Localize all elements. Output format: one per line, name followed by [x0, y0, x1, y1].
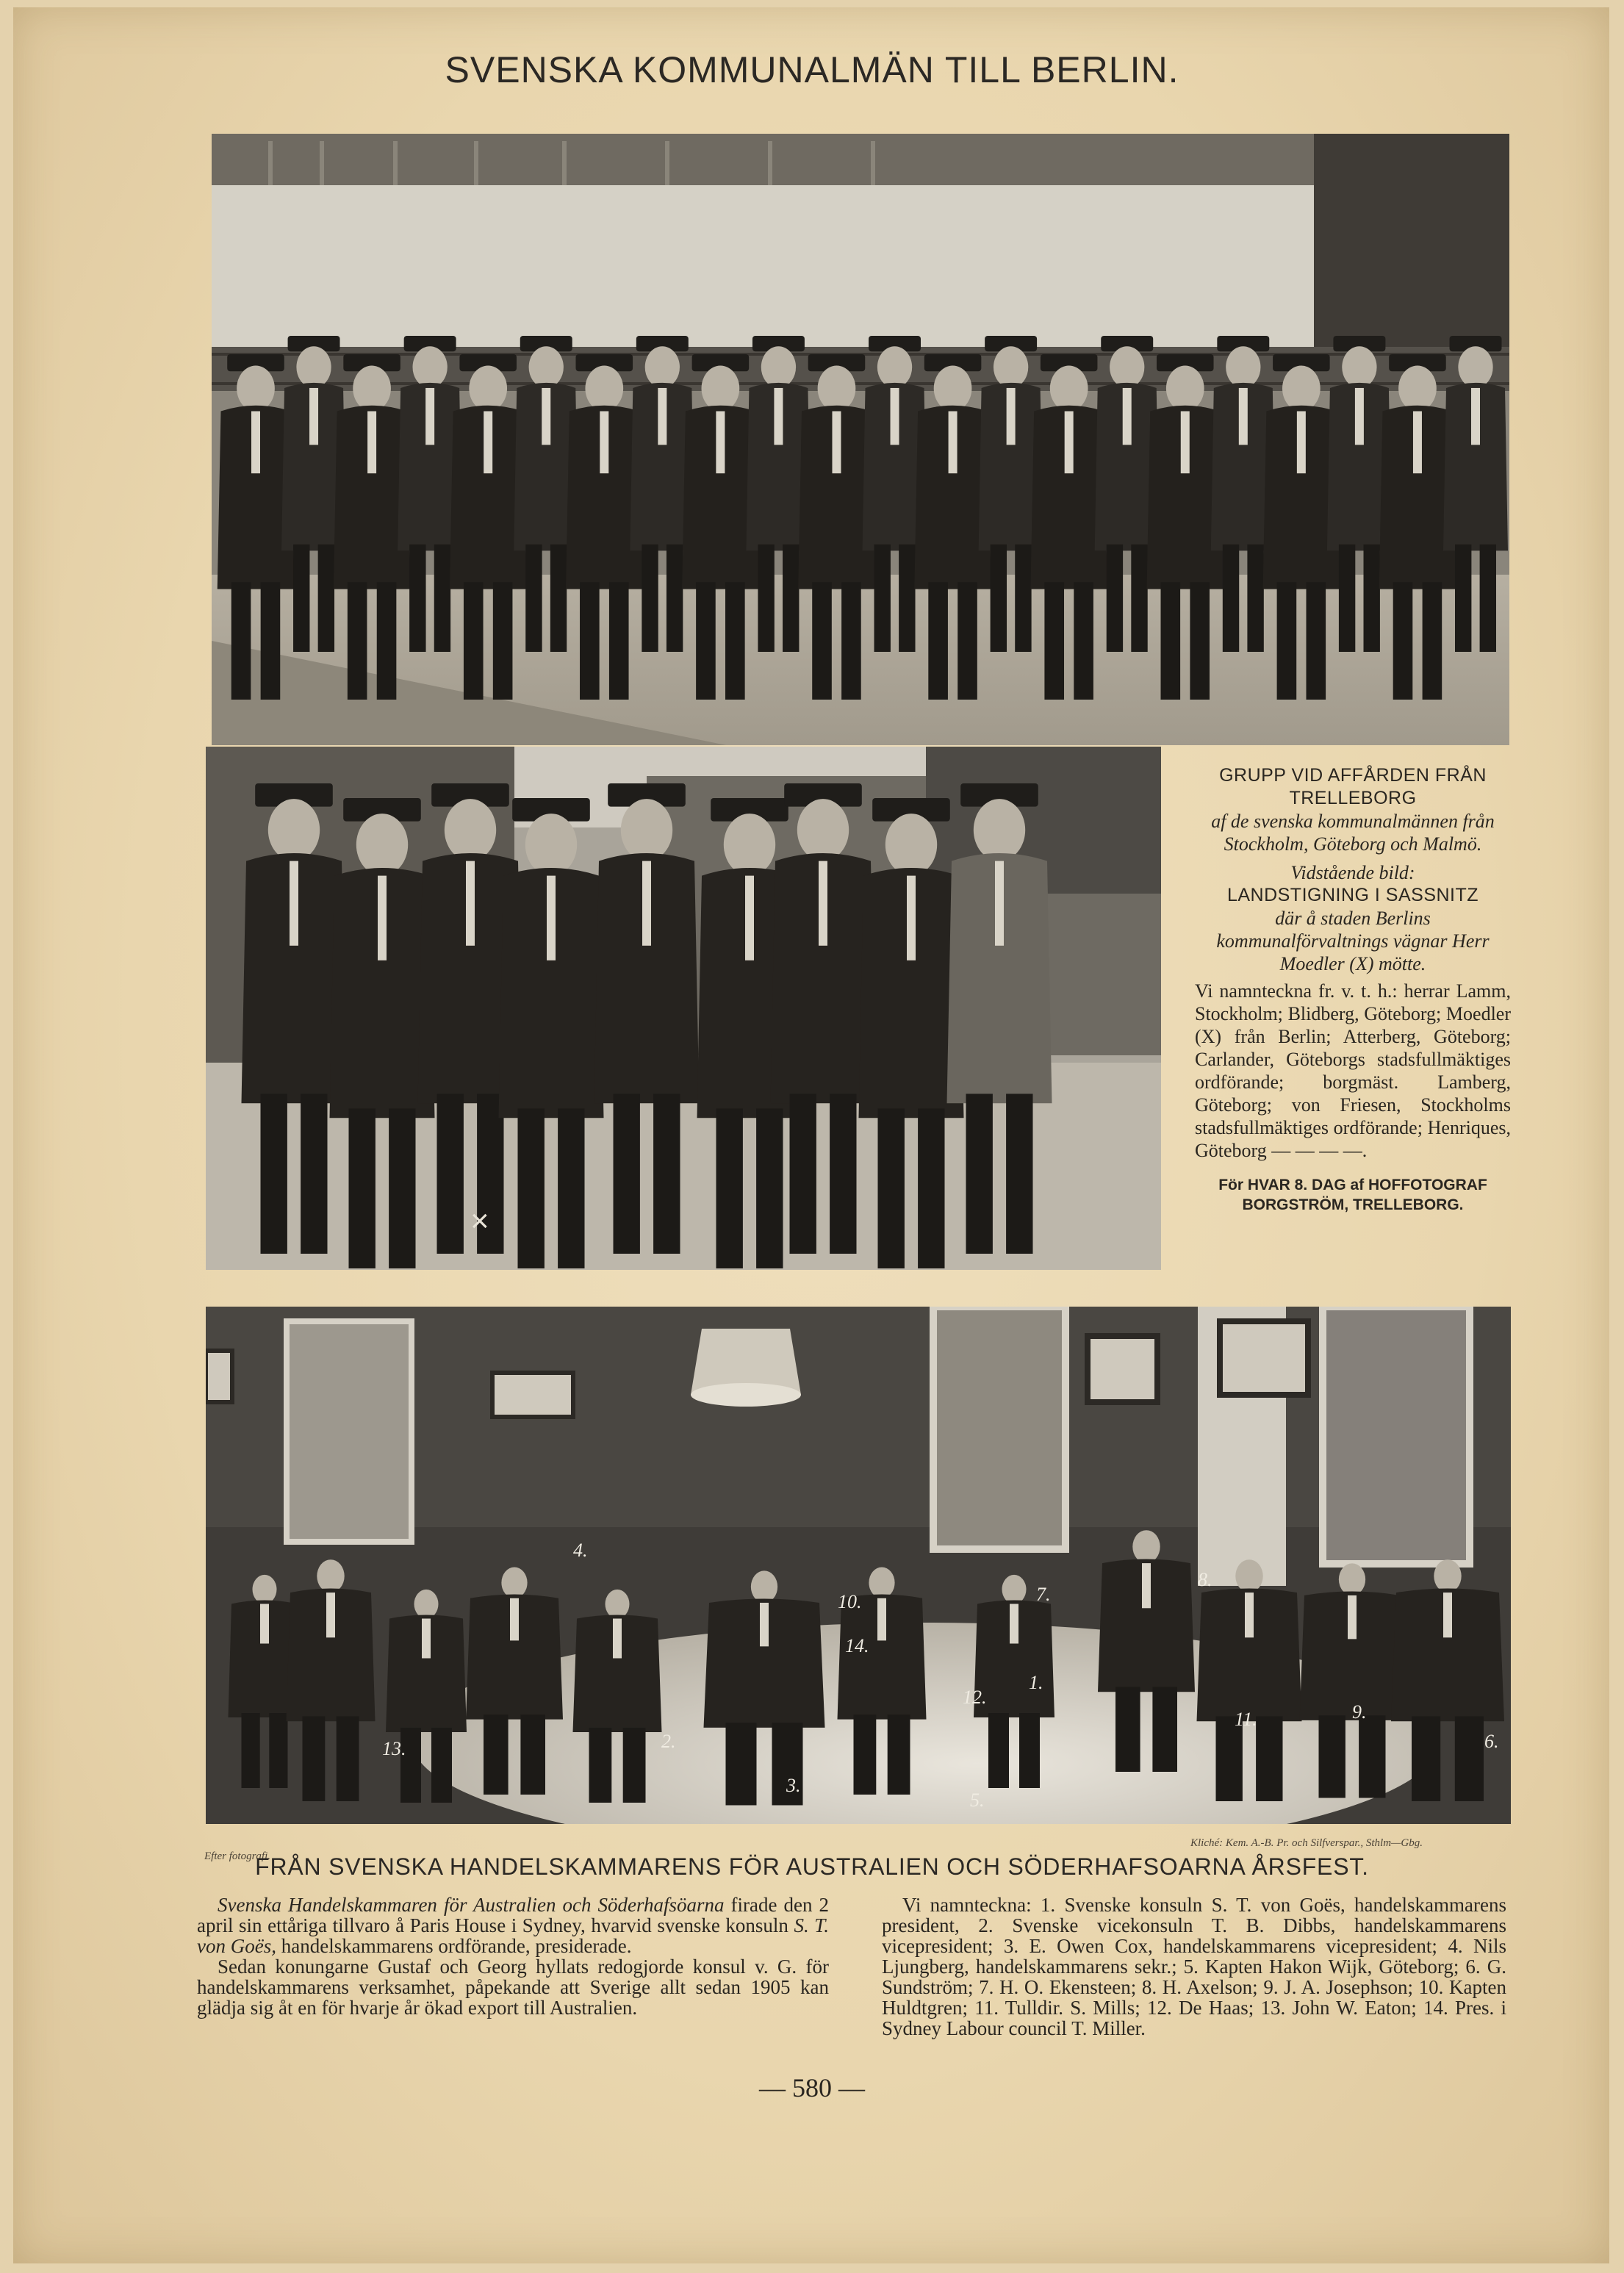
- guest-number-label: 1.: [1029, 1672, 1043, 1693]
- guest-number-label: 7.: [1036, 1584, 1051, 1605]
- photo-banquet-sydney: [206, 1307, 1511, 1824]
- banquet-names-paragraph: Vi namnteckna: 1. Svenske konsuln S. T. von Goës, handelskammarens president, 2. Svenske vicekonsuln T. B. Dibbs, handelskammarens vicepresident; 3. E. Owen Cox, handelskammarens vicepresident; 4. Nils Ljungberg, handelskammarens sekr.; 5. Kapten Hakon Wijk, Göteborg; 6. G. Sundström; 7. H. O. Ekensteen; 8. H. Axelson; 9. J. A. Josephson; 10. Kapten Huldtgren; 11. Tulldir. S. Mills; 12. De Haas; 13. John W. Eaton; 14. Pres. i Sydney Labour council T. Miller.: [882, 1894, 1506, 2039]
- banquet-text-right: [882, 1895, 1506, 2039]
- svg-text:×: ×: [470, 1203, 489, 1239]
- side-caption-heading-2: LANDSTIGNING I SASSNITZ: [1226, 885, 1479, 905]
- cliche-credit: Kliché: Kem. A.-B. Pr. och Silfverspar., Sthlm—Gbg.: [1190, 1837, 1423, 1849]
- page-title: SVENSKA KOMMUNALMÄN TILL BERLIN.: [445, 49, 1179, 90]
- side-caption: [1195, 764, 1511, 1215]
- guest-number-label: 11.: [1235, 1709, 1257, 1730]
- banquet-paragraph-1: [197, 1895, 829, 1956]
- guest-number-label: 12.: [963, 1687, 987, 1708]
- side-caption-heading-1: GRUPP VID AFFÅRDEN FRÅN TRELLEBORG: [1219, 765, 1487, 808]
- banquet-p1-italic: Svenska Handelskammaren för Australien och Söderhafsöarna: [218, 1894, 725, 1916]
- photo-group-trelleborg: [212, 134, 1509, 745]
- guest-number-label: 9.: [1352, 1701, 1367, 1723]
- banquet-caption-title: FRÅN SVENSKA HANDELSKAMMARENS FÖR AUSTRALIEN OCH SÖDERHAFSOARNA ÅRSFEST.: [255, 1853, 1369, 1880]
- banquet-text-left: [197, 1895, 829, 2018]
- guest-number-label: 6.: [1484, 1731, 1499, 1752]
- page-number: — 580 —: [759, 2073, 865, 2103]
- guest-number-label: 13.: [382, 1738, 406, 1759]
- banquet-p1-end: handelskammarens ordförande, presiderade.: [281, 1935, 632, 1957]
- guest-number-label: 10.: [838, 1591, 862, 1612]
- banquet-paragraph-2: Sedan konungarne Gustaf och Georg hyllats redogjorde konsul v. G. för handelskammarens verksamhet, påpekande att Sverige allt sedan 1905 kan glädja sig åt en för hvarje år ökad export till Australien.: [197, 1956, 829, 2019]
- guest-number-label: 4.: [573, 1540, 588, 1561]
- side-caption-italic-2: där å staden Berlins kommunalförvaltnings vägnar Herr Moedler (X) mötte.: [1216, 908, 1490, 974]
- guest-number-label: 3.: [786, 1775, 801, 1796]
- guest-number-label: 5.: [970, 1789, 985, 1811]
- side-caption-lead-2: Vidstående bild:: [1290, 862, 1415, 883]
- side-caption-names: Vi namnteckna fr. v. t. h.: herrar Lamm, Stockholm; Blidberg, Göteborg; Moedler (X) från Berlin; Atterberg, Göteborg; Carlander, Göteborgs stadsfullmäktiges ordförande; borgmäst. Lamberg, Göteborg; von Friesen, Stockholms stadsfullmäktiges ordförande; Henriques, Göteborg — — — —.: [1195, 980, 1511, 1161]
- photo-landing-sassnitz: [206, 747, 1161, 1270]
- guest-number-label: 8.: [1198, 1569, 1212, 1590]
- guest-number-label: 2.: [661, 1731, 676, 1752]
- banquet-p1-rest: firade den 2 april sin ettåriga tillvaro å Paris House i Sydney, hvarvid svenske konsuln: [197, 1894, 829, 1936]
- side-caption-italic-1: af de svenska kommunalmännen från Stockholm, Göteborg och Malmö.: [1211, 811, 1495, 855]
- side-caption-credit-2: BORGSTRÖM, TRELLEBORG.: [1242, 1196, 1464, 1213]
- photo-credit-left: Efter fotografi.: [204, 1850, 270, 1862]
- guest-number-label: 14.: [845, 1635, 869, 1656]
- banquet-p1-name: S. T. von Goës,: [197, 1914, 830, 1957]
- side-caption-credit-1: För HVAR 8. DAG af HOFFOTOGRAF: [1218, 1177, 1487, 1193]
